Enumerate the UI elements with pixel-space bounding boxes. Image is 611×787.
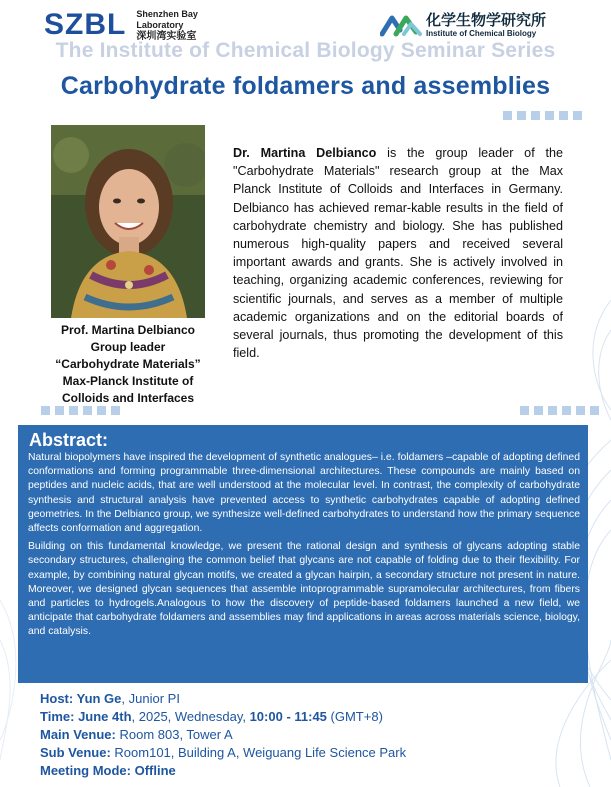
speaker-photo xyxy=(51,125,205,318)
sub-venue-value: Room101, Building A, Weiguang Life Science Park xyxy=(114,745,407,760)
sub-venue-row xyxy=(40,744,406,762)
icb-logo-cn: 化学生物学研究所 xyxy=(426,11,547,29)
abstract-paragraph-2: Building on this fundamental knowledge, we present the rational design and synthesis of glycans adopting stable secondary structures, challenging the common belief that glycans are not capable of folding due to their flexibility. For example, by combining natural glycan motifs, we created a glycan hairpin, a secondary structure not present in nature. Moreover, we designed glycan sequences that assemble intoprogrammable supramolecular architectures, from fibers and particles to hydrogels.Analogous to how the discovery of peptide-based foldamers launched a new field, we anticipate that carbohydrate foldamers and assemblies may find applications in areas across materials science, biology, and catalysis. xyxy=(28,541,580,638)
talk-title: Carbohydrate foldamers and assemblies xyxy=(60,72,551,100)
event-details xyxy=(40,690,406,780)
caption-role: Group leader xyxy=(90,340,166,354)
icb-logo xyxy=(380,9,546,41)
host-row xyxy=(40,690,406,708)
speaker-caption xyxy=(32,322,224,407)
szbl-logo-cn: 深圳湾实验室 xyxy=(136,30,197,42)
abstract-paragraph-1: Natural biopolymers have inspired the development of synthetic analogues– i.e. foldamers –capable of adopting defined conformations and forming programmable three-dimensional architectures. These compounds are mainly based on peptides and nucleic acids, that are well understood at the molecular level. In contrast, the complexity of carbohydrate synthesis and structural analysis have prevented access to synthetic carbohydrates capable of adopting defined geometries. In the Delbianco group, we synthesize well-defined carbohydrates to understand how the primary sequence affects conformation and aggregation. xyxy=(28,452,580,535)
bio-text: is the group leader of the "Carbohydrate Materials" research group at the Max Planck Institute of Colloids and Interfaces in Germany. Delbianco has achieved remar-kable results in the field of carbohydrate chemistry and biology. She has published numerous high-quality papers and received several important awards and grants. She is actively involved in teaching, organizing academic conferences, reviewing for scientific journals, and serves as a member of multiple academic organizations and on the editorial boards of several journals, thus promoting the development of this field. xyxy=(233,146,563,361)
bio-speaker-name: Dr. Martina Delbianco xyxy=(233,146,377,160)
time-range: 10:00 - 11:45 xyxy=(249,709,327,724)
time-weekday: , 2025, Wednesday, xyxy=(131,709,250,724)
speaker-portrait xyxy=(51,125,205,318)
meeting-mode-label: Meeting Mode: xyxy=(40,763,135,778)
time-label: Time: xyxy=(40,709,79,724)
sub-venue-label: Sub Venue: xyxy=(40,745,115,760)
meeting-mode-row xyxy=(40,762,406,780)
caption-group: “Carbohydrate Materials” xyxy=(55,357,201,371)
icb-logo-text xyxy=(426,12,546,39)
abstract-box xyxy=(18,425,588,683)
time-zone: (GMT+8) xyxy=(326,709,383,724)
szbl-logo-mark: SZBL xyxy=(44,8,127,41)
decorative-squares-left xyxy=(41,406,120,415)
caption-name: Prof. Martina Delbianco xyxy=(60,323,196,337)
time-row xyxy=(40,708,406,726)
szbl-logo-en-line2: Laboratory xyxy=(136,19,184,30)
icb-logo-icon xyxy=(380,12,422,38)
host-label: Host: xyxy=(40,691,77,706)
main-venue-row xyxy=(40,726,406,744)
caption-institute-line2: Colloids and Interfaces xyxy=(61,391,195,405)
meeting-mode-value: Offline xyxy=(134,763,176,778)
decorative-squares-top xyxy=(503,111,582,120)
caption-institute-line1: Max-Planck Institute of xyxy=(62,374,194,388)
host-name: Yun Ge xyxy=(76,691,122,706)
speaker-bio xyxy=(233,144,563,362)
decorative-squares-right xyxy=(520,406,599,415)
abstract-heading: Abstract: xyxy=(29,430,109,450)
time-date: June 4th xyxy=(78,709,132,724)
seminar-series-banner: The Institute of Chemical Biology Seminar Series xyxy=(55,39,556,62)
host-role: , Junior PI xyxy=(121,691,180,706)
main-venue-value: Room 803, Tower A xyxy=(119,727,233,742)
icb-logo-en: Institute of Chemical Biology xyxy=(426,28,537,38)
szbl-logo-en-line1: Shenzhen Bay xyxy=(136,8,198,19)
szbl-logo-text xyxy=(136,9,198,42)
main-venue-label: Main Venue: xyxy=(40,727,120,742)
